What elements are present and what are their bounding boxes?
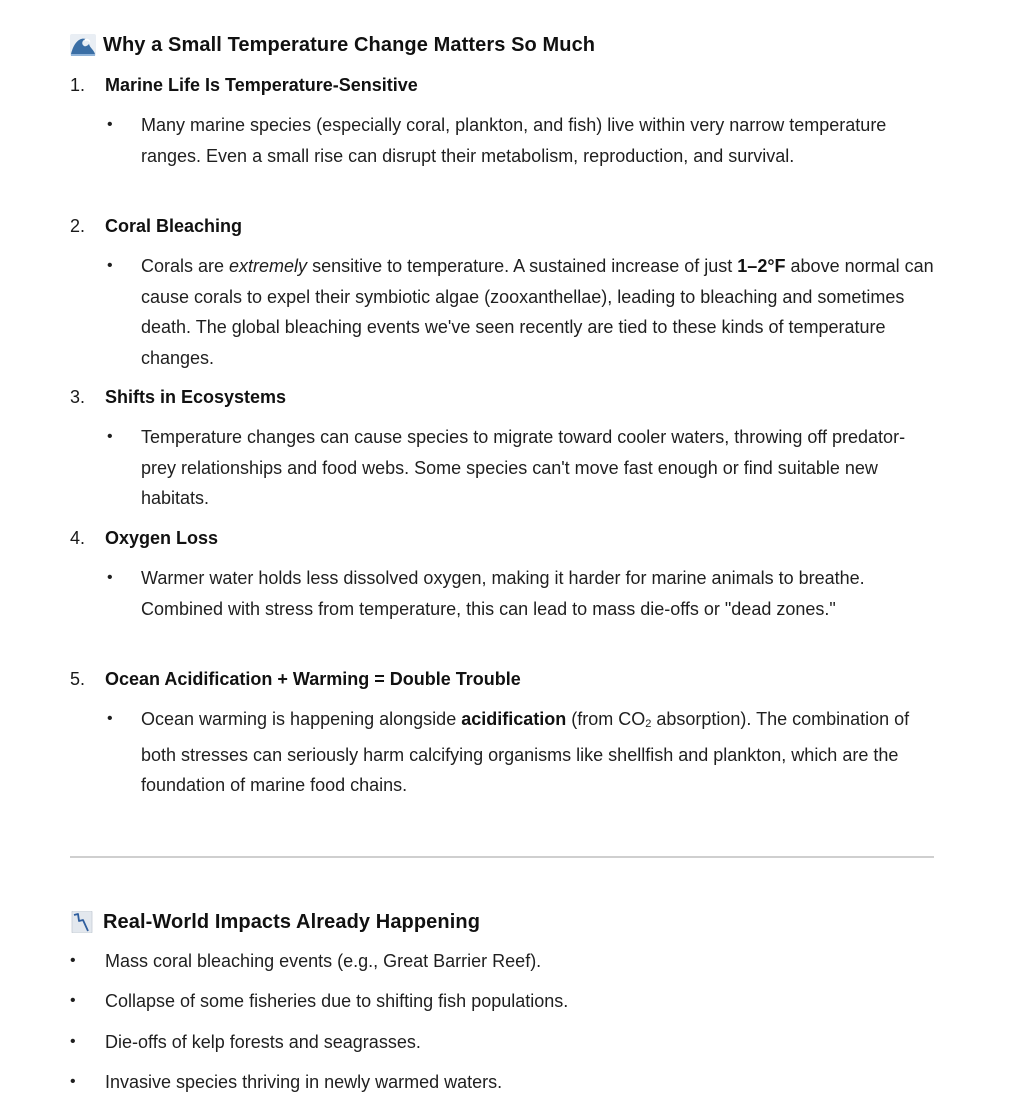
wave-emoji-icon [70,34,96,56]
sub-bullet-item [70,422,934,514]
item-number: 3. [70,386,86,407]
numbered-item-4 [70,523,934,624]
bullet-text: Temperature changes can cause species to migrate toward cooler waters, throwing off predator-prey relationships and food webs. Some species can't move fast enough or find suitable new habitats. [141,427,906,508]
text-run: absorption). The combination of both stresses can seriously harm calcifying organisms like shellfish and plankton, which are the foundation of marine food chains. [141,709,910,795]
subscript-text: 2 [645,718,652,730]
text-run: sensitive to temperature. A sustained increase of just [307,256,738,276]
list-item [70,986,969,1016]
sub-bullet-item [70,563,934,624]
item-number: 4. [70,527,86,548]
section-heading-text: Why a Small Temperature Change Matters So Much [103,33,596,56]
list-item-text: Mass coral bleaching events (e.g., Great Barrier Reef). [105,951,542,971]
bullet-icon: • [70,1073,76,1090]
bullet-icon: • [107,710,113,727]
bullet-icon: • [107,428,113,445]
sub-bullet-item [70,704,934,801]
strong-text: 1–2°F [737,256,786,276]
text-run: (from CO [566,709,646,729]
emphasis-text: extremely [229,256,308,276]
bullet-text: Many marine species (especially coral, plankton, and fish) live within very narrow temperature ranges. Even a small rise can disrupt their metabolism, reproduction, and survival. [141,115,887,166]
item-title: Ocean Acidification + Warming = Double Trouble [105,668,521,689]
item-title: Marine Life Is Temperature-Sensitive [105,74,418,95]
text-run: above normal can cause corals to expel their symbiotic algae (zooxanthellae), leading to bleaching and sometimes death. The global bleaching events we've seen recently are tied to these kinds of temperature changes. [141,256,934,368]
numbered-item-1 [70,70,934,171]
section-heading-text: Real-World Impacts Already Happening [103,910,481,933]
bullet-text: Warmer water holds less dissolved oxygen, making it harder for marine animals to breathe. Combined with stress from temperature, this can lead to mass die-offs or "dead zones." [141,568,865,619]
section-divider [70,856,934,858]
section-heading-real-world-impacts [70,907,480,937]
item-number: 5. [70,668,86,689]
bullet-icon: • [70,952,76,969]
list-item-text: Invasive species thriving in newly warmed waters. [105,1072,503,1092]
section-heading-why-small-change [70,30,595,60]
chart-decreasing-emoji-icon [70,911,96,933]
numbered-item-3 [70,382,934,514]
sub-bullet-item [70,251,934,373]
bullet-icon: • [70,992,76,1009]
item-number: 2. [70,215,86,236]
strong-text: acidification [461,709,567,729]
bullet-icon: • [70,1033,76,1050]
bullet-icon: • [107,257,113,274]
text-run: Ocean warming is happening alongside [141,709,462,729]
numbered-item-5 [70,664,934,801]
item-title: Oxygen Loss [105,527,219,548]
bullet-text [141,256,934,368]
bullet-icon: • [107,116,113,133]
list-item-text: Collapse of some fisheries due to shifting fish populations. [105,991,569,1011]
item-title: Shifts in Ecosystems [105,386,287,407]
list-item [70,1067,969,1097]
item-title: Coral Bleaching [105,215,243,236]
list-item [70,946,969,976]
text-run: Corals are [141,256,230,276]
bullet-text [141,709,909,795]
list-item-text: Die-offs of kelp forests and seagrasses. [105,1032,421,1052]
item-number: 1. [70,74,86,95]
bullet-icon: • [107,569,113,586]
list-item [70,1027,969,1057]
numbered-item-2 [70,211,934,373]
sub-bullet-item [70,110,934,171]
